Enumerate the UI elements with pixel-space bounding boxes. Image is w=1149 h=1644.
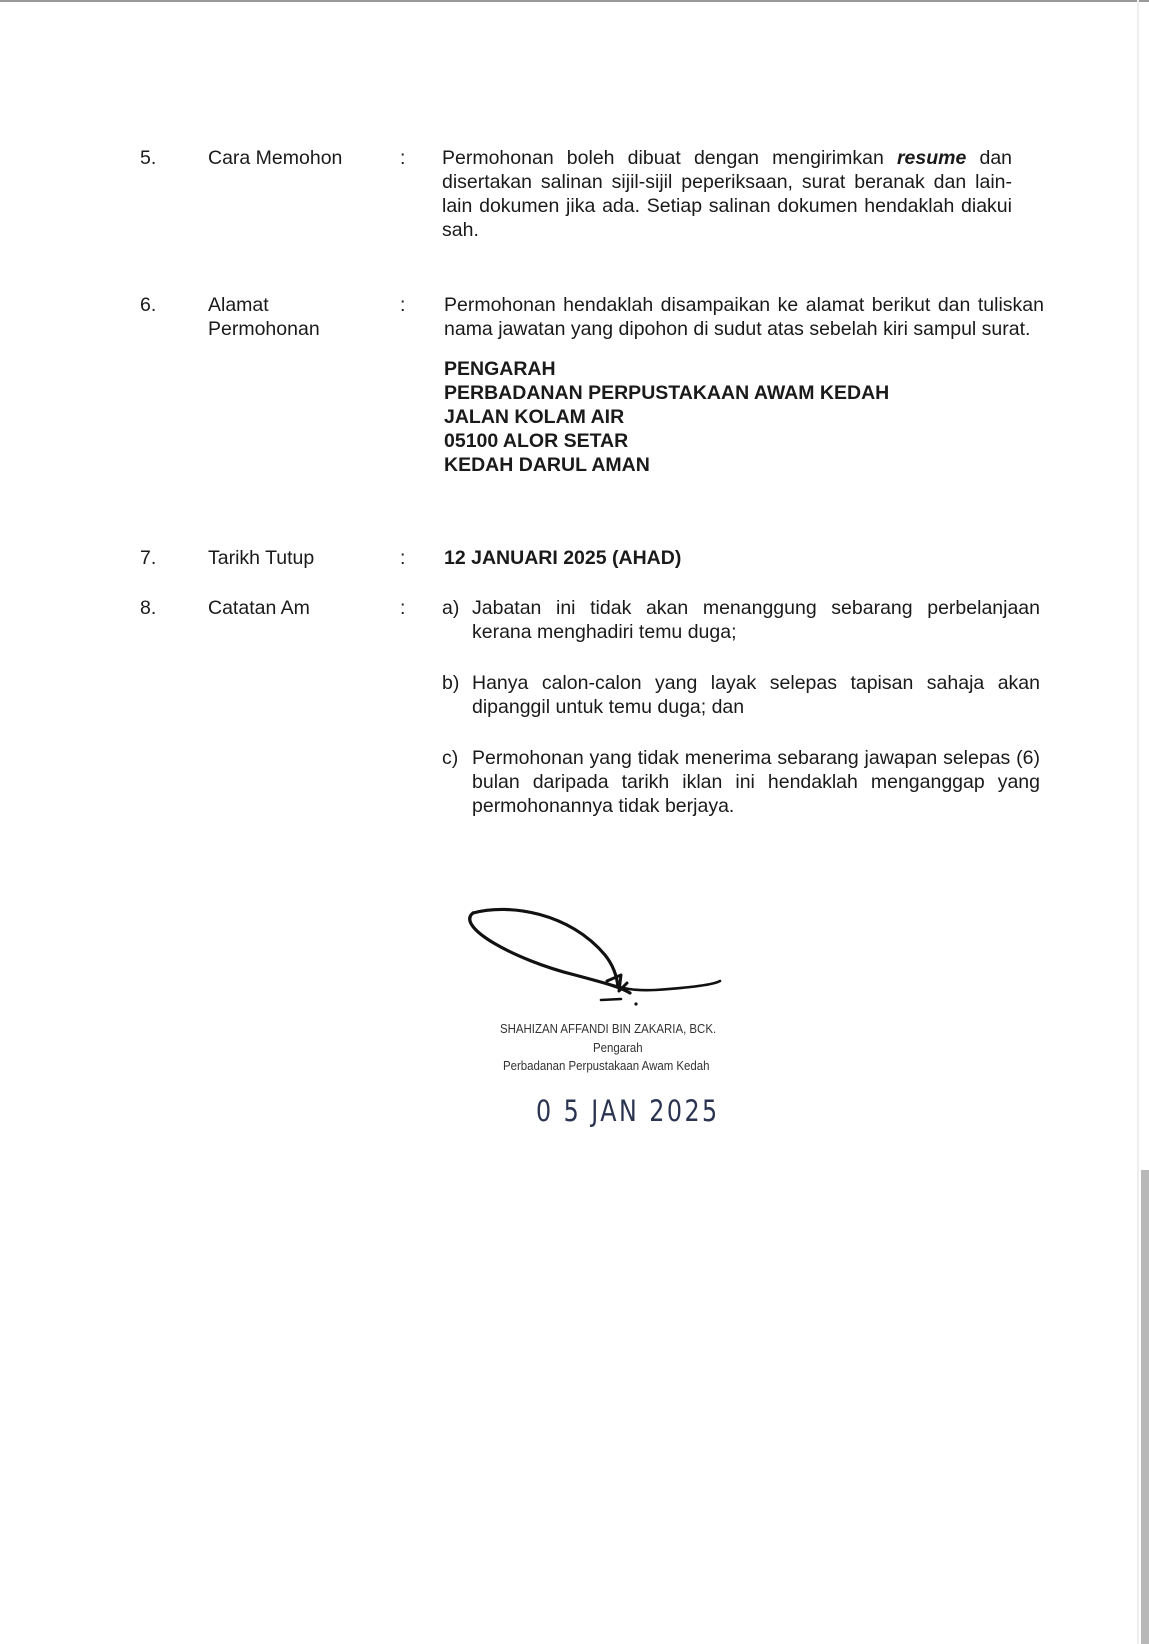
signatory-name: SHAHIZAN AFFANDI BIN ZAKARIA, BCK. xyxy=(500,1021,717,1036)
notes-list xyxy=(442,596,1040,845)
list-item-text: Jabatan ini tidak akan menanggung sebarang perbelanjaan kerana menghadiri temu duga; xyxy=(472,597,1040,643)
list-marker: b) xyxy=(442,672,460,694)
date-stamp: 0 5 JAN 2025 xyxy=(536,1094,720,1128)
list-marker: a) xyxy=(442,597,460,619)
section-label: Cara Memohon xyxy=(208,147,343,169)
section-content xyxy=(442,146,1012,242)
list-item xyxy=(442,596,1040,644)
list-item xyxy=(442,671,1040,719)
section-number: 7. xyxy=(140,547,157,569)
section-colon: : xyxy=(400,294,406,316)
address-line: PERBADANAN PERPUSTAKAAN AWAM KEDAH xyxy=(444,382,890,404)
page-top-edge xyxy=(0,0,1149,2)
section-paragraph xyxy=(442,146,1012,242)
signatory-title: Pengarah xyxy=(593,1040,643,1055)
resume-emphasis: resume xyxy=(896,147,967,169)
list-item xyxy=(442,746,1040,818)
section-colon: : xyxy=(400,147,406,169)
mailing-address xyxy=(444,357,1044,477)
signatory-organization: Perbadanan Perpustakaan Awam Kedah xyxy=(503,1058,710,1073)
section-label: Alamat Permohonan xyxy=(208,294,320,340)
list-item-text: Hanya calon-calon yang layak selepas tapisan sahaja akan dipanggil untuk temu duga; dan xyxy=(472,672,1040,718)
page-right-edge xyxy=(1137,0,1139,1644)
section-number: 5. xyxy=(140,147,157,169)
scan-shadow xyxy=(1141,1170,1149,1644)
section-paragraph: Permohonan hendaklah disampaikan ke alamat berikut dan tuliskan nama jawatan yang dipohon di sudut atas sebelah kiri sampul surat. xyxy=(444,294,1044,340)
address-line: PENGARAH xyxy=(444,358,556,380)
section-colon: : xyxy=(400,597,406,619)
paragraph-text: Permohonan boleh dibuat dengan mengirimkan xyxy=(442,147,897,169)
section-label: Catatan Am xyxy=(208,597,310,619)
address-line: JALAN KOLAM AIR xyxy=(444,406,625,428)
section-content xyxy=(444,293,1044,477)
address-line: KEDAH DARUL AMAN xyxy=(444,454,650,476)
section-colon: : xyxy=(400,547,406,569)
list-marker: c) xyxy=(442,747,459,769)
section-label: Tarikh Tutup xyxy=(208,547,315,569)
list-item-text: Permohonan yang tidak menerima sebarang jawapan selepas (6) bulan daripada tarikh iklan ini hendaklah menganggap yang permohonannya tidak berjaya. xyxy=(472,747,1040,817)
handwritten-signature xyxy=(455,905,745,1010)
paragraph-text-cont: dan disertakan salinan sijil-sijil peperiksaan, surat beranak dan lain-lain dokumen jika ada. Setiap salinan dokumen hendaklah diakui sah. xyxy=(442,147,1013,241)
section-number: 6. xyxy=(140,294,157,316)
section-number: 8. xyxy=(140,597,157,619)
address-line: 05100 ALOR SETAR xyxy=(444,430,629,452)
closing-date: 12 JANUARI 2025 (AHAD) xyxy=(444,547,682,569)
